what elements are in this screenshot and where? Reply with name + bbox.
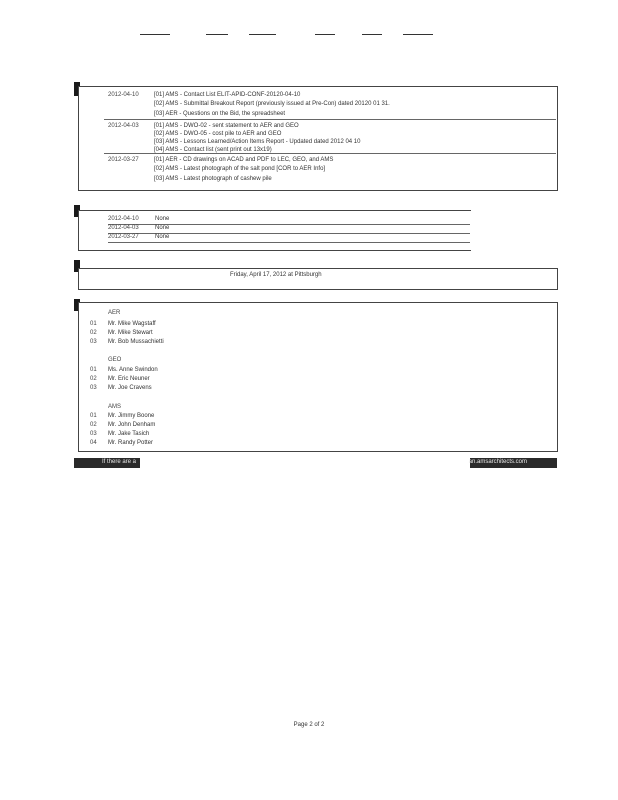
section-1-item: [02] AMS - DWO-05 - cost pile to AER and GEO <box>154 131 282 137</box>
group-name-ams: AMS <box>108 404 122 410</box>
footer-left-text: If there are a <box>102 459 137 465</box>
section-2-value: None <box>155 216 170 222</box>
section-1-item: [03] AMS - Lessons Learned/Action Items Report - Updated dated 2012 04 10 <box>154 139 361 145</box>
member-number: 02 <box>90 422 97 428</box>
footer-bar <box>74 458 557 468</box>
member-number: 03 <box>90 339 97 345</box>
member-name: Mr. Mike Stewart <box>108 330 153 336</box>
section-1-date: 2012-04-10 <box>108 92 139 98</box>
header-dash-6 <box>403 34 433 35</box>
member-number: 01 <box>90 367 97 373</box>
section-3-meeting-text: Friday, April 17, 2012 at Pittsburgh <box>230 272 322 278</box>
member-number: 01 <box>90 413 97 419</box>
section-1-item: [01] AER - CD drawings on ACAD and PDF to LEC, GEO, and AMS <box>154 157 334 163</box>
member-number: 03 <box>90 385 97 391</box>
section-1-item: [03] AER - Questions on the Bid, the spreadsheet <box>154 111 286 117</box>
section-2-divider-3 <box>108 242 470 243</box>
footer-redaction-gap <box>140 458 470 468</box>
page-number: Page 2 of 2 <box>293 722 325 728</box>
member-name: Ms. Anne Swindon <box>108 367 158 373</box>
section-1-divider-1 <box>104 119 556 120</box>
section-2-date: 2012-04-10 <box>108 216 139 222</box>
member-number: 03 <box>90 431 97 437</box>
section-1-date: 2012-03-27 <box>108 157 139 163</box>
member-name: Mr. Jimmy Boone <box>108 413 155 419</box>
member-name: Mr. Jake Tasich <box>108 431 150 437</box>
member-name: Mr. Eric Neuner <box>108 376 150 382</box>
section-1-item: [02] AMS - Latest photograph of the salt pond [COR to AER Info] <box>154 166 326 172</box>
section-1-item: [04] AMS - Contact list (sent print out 13x19) <box>154 147 272 153</box>
section-1-item: [01] AMS - DWO-02 - sent statement to AER and GEO <box>154 123 299 129</box>
member-number: 04 <box>90 440 97 446</box>
member-number: 02 <box>90 376 97 382</box>
member-name: Mr. Bob Mussachietti <box>108 339 164 345</box>
header-dash-3 <box>249 34 276 35</box>
section-2-date: 2012-04-03 <box>108 225 139 231</box>
section-1-item: [03] AMS - Latest photograph of cashew pile <box>154 176 272 182</box>
member-name: Mr. John Denham <box>108 422 156 428</box>
footer-website-link[interactable]: an.amsarchitects.com <box>468 459 527 465</box>
member-number: 01 <box>90 321 97 327</box>
section-2-value: None <box>155 234 170 240</box>
member-name: Mr. Mike Wagstaff <box>108 321 156 327</box>
section-1-item: [02] AMS - Submittal Breakout Report (previously issued at Pre-Con) dated 20120 01 31. <box>154 101 390 107</box>
section-2-date: 2012-03-27 <box>108 234 139 240</box>
header-dash-2 <box>206 34 228 35</box>
member-number: 02 <box>90 330 97 336</box>
section-1-item: [01] AMS - Contact List ELIT-APID-CONF-20120-04-10 <box>154 92 301 98</box>
section-1-date: 2012-04-03 <box>108 123 139 129</box>
header-dash-4 <box>315 34 335 35</box>
header-dash-5 <box>362 34 382 35</box>
group-name-geo: GEO <box>108 357 122 363</box>
header-dash-1 <box>140 34 170 35</box>
group-name-aer: AER <box>108 310 121 316</box>
section-2-value: None <box>155 225 170 231</box>
member-name: Mr. Joe Cravens <box>108 385 152 391</box>
member-name: Mr. Randy Potter <box>108 440 154 446</box>
